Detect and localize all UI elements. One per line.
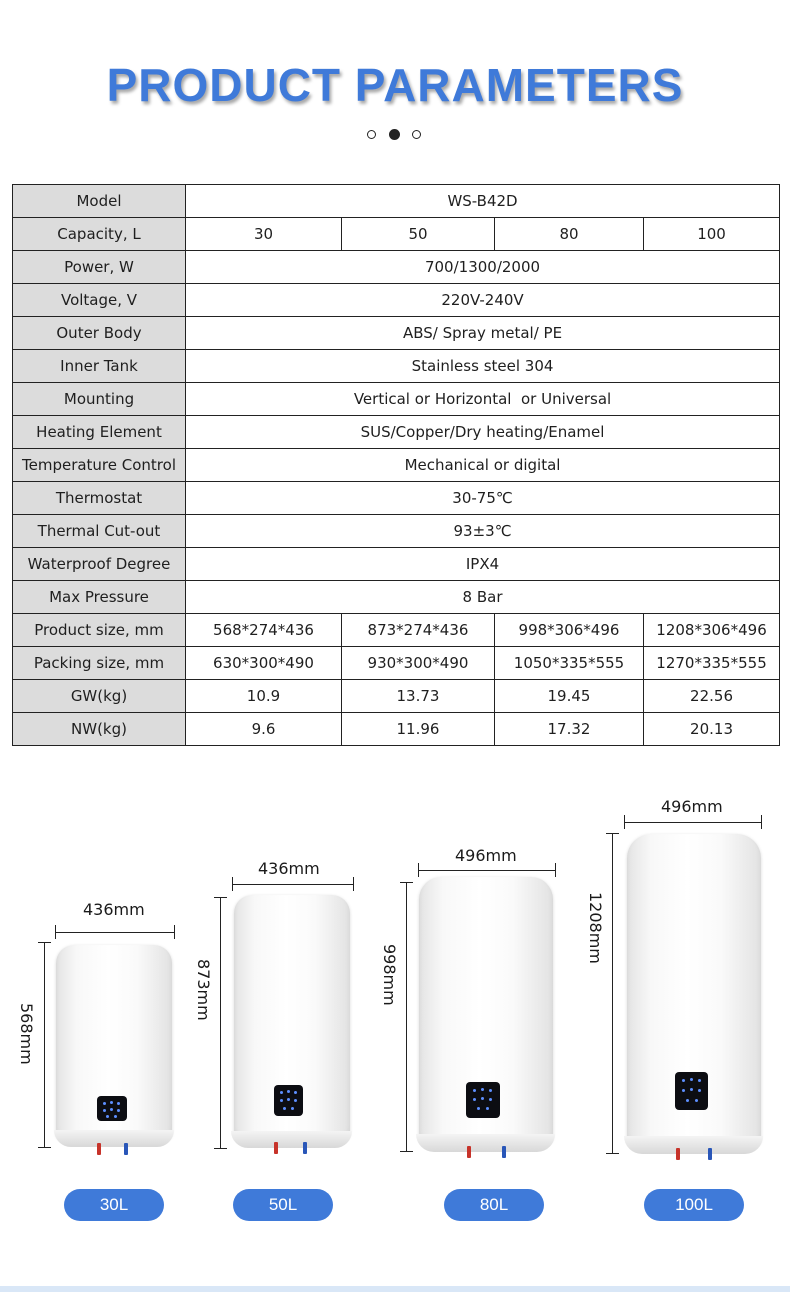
width-label: 436mm [258, 859, 320, 878]
product-size-cell: 1208*306*496 [644, 614, 780, 647]
row-label-gw: GW(kg) [13, 680, 186, 713]
water-heater-base [416, 1134, 555, 1152]
control-panel-icon [274, 1085, 303, 1116]
dimension-tick [400, 1151, 413, 1152]
voltage-value: 220V-240V [186, 284, 780, 317]
carousel-dot-3[interactable] [412, 130, 421, 139]
dimension-tick [606, 1153, 619, 1154]
table-row [13, 713, 780, 746]
width-label: 436mm [83, 900, 145, 919]
dimension-tick [761, 815, 762, 829]
height-label: 1208mm [586, 892, 605, 964]
packing-size-cell: 1270*335*555 [644, 647, 780, 680]
dimension-tick [232, 877, 233, 891]
model-value: WS-B42D [186, 185, 780, 218]
row-label-waterproof: Waterproof Degree [13, 548, 186, 581]
height-label: 873mm [194, 959, 213, 1021]
capacity-cell: 50 [342, 218, 495, 251]
row-label-max-pressure: Max Pressure [13, 581, 186, 614]
capacity-badge-80l: 80L [444, 1189, 544, 1221]
row-label-outer-body: Outer Body [13, 317, 186, 350]
row-label-thermostat: Thermostat [13, 482, 186, 515]
mounting-value: Vertical or Horizontal or Universal [186, 383, 780, 416]
row-label-capacity: Capacity, L [13, 218, 186, 251]
nw-cell: 11.96 [342, 713, 495, 746]
dimension-tick [400, 882, 413, 883]
row-label-heating-element: Heating Element [13, 416, 186, 449]
water-heater-base [624, 1136, 763, 1154]
row-label-voltage: Voltage, V [13, 284, 186, 317]
capacity-cell: 100 [644, 218, 780, 251]
control-panel-icon [97, 1096, 127, 1121]
carousel-dot-1[interactable] [367, 130, 376, 139]
capacity-badge-50l: 50L [233, 1189, 333, 1221]
product-size-cell: 998*306*496 [495, 614, 644, 647]
waterproof-value: IPX4 [186, 548, 780, 581]
dimension-tick [174, 925, 175, 939]
hot-water-outlet [467, 1146, 471, 1158]
dimension-tick [214, 897, 227, 898]
inner-tank-value: Stainless steel 304 [186, 350, 780, 383]
nw-cell: 17.32 [495, 713, 644, 746]
gw-cell: 13.73 [342, 680, 495, 713]
height-dimension-line [612, 833, 613, 1154]
width-dimension-line [418, 870, 556, 871]
width-dimension-line [55, 932, 175, 933]
cold-water-inlet [124, 1143, 128, 1155]
dimension-tick [214, 1148, 227, 1149]
nw-cell: 20.13 [644, 713, 780, 746]
carousel-dot-2[interactable] [389, 129, 400, 140]
table-row [13, 548, 780, 581]
water-heater-base [231, 1131, 352, 1148]
table-row [13, 680, 780, 713]
temperature-control-value: Mechanical or digital [186, 449, 780, 482]
hot-water-outlet [676, 1148, 680, 1160]
row-label-packing-size: Packing size, mm [13, 647, 186, 680]
row-label-thermal-cutout: Thermal Cut-out [13, 515, 186, 548]
outer-body-value: ABS/ Spray metal/ PE [186, 317, 780, 350]
table-row [13, 185, 780, 218]
parameters-table [12, 184, 780, 746]
table-row [13, 614, 780, 647]
capacity-badge-30l: 30L [64, 1189, 164, 1221]
width-label: 496mm [455, 846, 517, 865]
capacity-cell: 80 [495, 218, 644, 251]
dimension-tick [624, 815, 625, 829]
gw-cell: 10.9 [186, 680, 342, 713]
width-dimension-line [232, 884, 354, 885]
table-row [13, 515, 780, 548]
hot-water-outlet [97, 1143, 101, 1155]
heating-element-value: SUS/Copper/Dry heating/Enamel [186, 416, 780, 449]
table-row [13, 350, 780, 383]
nw-cell: 9.6 [186, 713, 342, 746]
product-size-cell: 568*274*436 [186, 614, 342, 647]
cold-water-inlet [502, 1146, 506, 1158]
cold-water-inlet [303, 1142, 307, 1154]
width-label: 496mm [661, 797, 723, 816]
dimension-tick [353, 877, 354, 891]
capacity-badge-100l: 100L [644, 1189, 744, 1221]
row-label-product-size: Product size, mm [13, 614, 186, 647]
hot-water-outlet [274, 1142, 278, 1154]
dimension-tick [55, 925, 56, 939]
table-row [13, 482, 780, 515]
thermal-cutout-value: 93±3℃ [186, 515, 780, 548]
row-label-power: Power, W [13, 251, 186, 284]
table-row [13, 647, 780, 680]
water-heater-base [54, 1130, 174, 1147]
table-row [13, 317, 780, 350]
dimension-tick [606, 833, 619, 834]
height-dimension-line [44, 942, 45, 1148]
table-row [13, 284, 780, 317]
dimension-tick [38, 942, 51, 943]
height-dimension-line [220, 897, 221, 1149]
table-row [13, 416, 780, 449]
table-row [13, 581, 780, 614]
row-label-nw: NW(kg) [13, 713, 186, 746]
product-size-cell: 873*274*436 [342, 614, 495, 647]
packing-size-cell: 1050*335*555 [495, 647, 644, 680]
carousel-indicator [367, 129, 427, 141]
height-dimension-line [406, 882, 407, 1152]
max-pressure-value: 8 Bar [186, 581, 780, 614]
row-label-model: Model [13, 185, 186, 218]
capacity-cell: 30 [186, 218, 342, 251]
dimension-tick [38, 1147, 51, 1148]
table-row [13, 218, 780, 251]
control-panel-icon [466, 1082, 500, 1118]
footer-strip [0, 1286, 790, 1292]
height-label: 998mm [380, 944, 399, 1006]
gw-cell: 22.56 [644, 680, 780, 713]
row-label-inner-tank: Inner Tank [13, 350, 186, 383]
table-row [13, 383, 780, 416]
row-label-temperature-control: Temperature Control [13, 449, 186, 482]
height-label: 568mm [17, 1003, 36, 1065]
packing-size-cell: 930*300*490 [342, 647, 495, 680]
width-dimension-line [624, 822, 762, 823]
cold-water-inlet [708, 1148, 712, 1160]
table-row [13, 251, 780, 284]
packing-size-cell: 630*300*490 [186, 647, 342, 680]
dimension-tick [418, 863, 419, 877]
thermostat-value: 30-75℃ [186, 482, 780, 515]
dimension-tick [555, 863, 556, 877]
table-row [13, 449, 780, 482]
row-label-mounting: Mounting [13, 383, 186, 416]
power-value: 700/1300/2000 [186, 251, 780, 284]
page-title: PRODUCT PARAMETERS [106, 59, 684, 111]
control-panel-icon [675, 1072, 708, 1110]
gw-cell: 19.45 [495, 680, 644, 713]
